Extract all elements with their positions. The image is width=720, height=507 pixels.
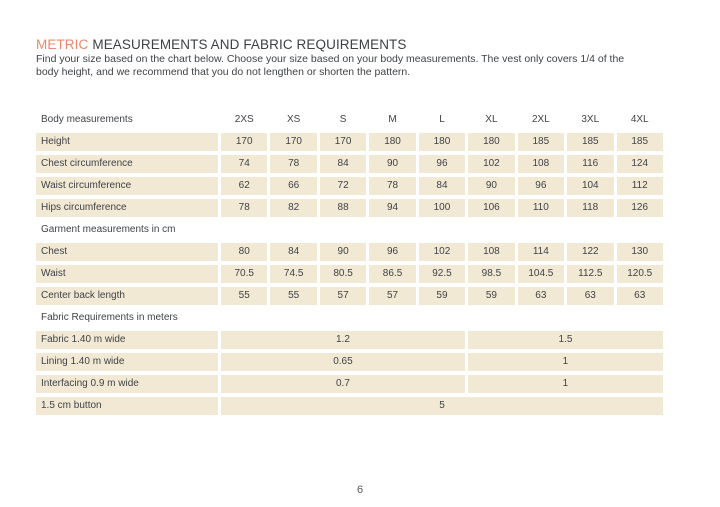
cell-value: 112.5	[567, 265, 613, 283]
cell-value: 84	[270, 243, 316, 261]
cell-value: 185	[567, 133, 613, 151]
table-row	[36, 199, 663, 217]
cell-value: 180	[468, 133, 514, 151]
merged-cell-large-sizes: 1	[468, 353, 663, 371]
cell-value: 94	[369, 199, 415, 217]
cell-value: 180	[419, 133, 465, 151]
cell-value: 102	[468, 155, 514, 173]
cell-value: 108	[468, 243, 514, 261]
cell-value: 170	[320, 133, 366, 151]
table-row	[36, 375, 663, 393]
cell-value: 74	[221, 155, 267, 173]
cell-value: 110	[518, 199, 564, 217]
cell-value: 90	[468, 177, 514, 195]
cell-value: 96	[419, 155, 465, 173]
cell-value: 185	[518, 133, 564, 151]
cell-value: 112	[617, 177, 663, 195]
cell-value: 66	[270, 177, 316, 195]
row-label: Height	[36, 133, 218, 151]
cell-value: 74.5	[270, 265, 316, 283]
table-row	[36, 353, 663, 371]
cell-value: 120.5	[617, 265, 663, 283]
cell-value: 108	[518, 155, 564, 173]
cell-value: 90	[369, 155, 415, 173]
cell-value: 88	[320, 199, 366, 217]
merged-cell-large-sizes: 1	[468, 375, 663, 393]
garment-section-label: Garment measurements in cm	[36, 221, 663, 239]
merged-cell-large-sizes: 1.5	[468, 331, 663, 349]
title-rest: MEASUREMENTS AND FABRIC REQUIREMENTS	[92, 37, 407, 52]
row-label: Waist	[36, 265, 218, 283]
table-row	[36, 265, 663, 283]
table-row	[36, 397, 663, 415]
cell-value: 98.5	[468, 265, 514, 283]
cell-value: 80	[221, 243, 267, 261]
cell-value: 78	[221, 199, 267, 217]
merged-cell-all-sizes: 5	[221, 397, 663, 415]
table-row	[36, 331, 663, 349]
intro-line-1: Find your size based on the chart below. Choose your size based on your body measurements. The vest only covers 1/4 of the	[36, 53, 625, 65]
title-highlight: METRIC	[36, 37, 89, 52]
cell-value: 96	[518, 177, 564, 195]
cell-value: 70.5	[221, 265, 267, 283]
cell-value: 124	[617, 155, 663, 173]
cell-value: 57	[320, 287, 366, 305]
cell-value: 84	[320, 155, 366, 173]
row-label: Interfacing 0.9 m wide	[36, 375, 218, 393]
cell-value: 170	[221, 133, 267, 151]
intro-paragraph	[36, 53, 676, 79]
cell-value: 118	[567, 199, 613, 217]
cell-value: 106	[468, 199, 514, 217]
cell-value: 86.5	[369, 265, 415, 283]
cell-value: 78	[369, 177, 415, 195]
cell-value: 126	[617, 199, 663, 217]
cell-value: 63	[617, 287, 663, 305]
cell-value: 114	[518, 243, 564, 261]
cell-value: 80.5	[320, 265, 366, 283]
header-label: Body measurements	[41, 114, 133, 125]
cell-value: 62	[221, 177, 267, 195]
cell-value: 180	[369, 133, 415, 151]
cell-value: 55	[221, 287, 267, 305]
cell-value: 72	[320, 177, 366, 195]
row-label: Chest	[36, 243, 218, 261]
row-label: Chest circumference	[36, 155, 218, 173]
table-row	[36, 155, 663, 173]
cell-value: 104	[567, 177, 613, 195]
cell-value: 170	[270, 133, 316, 151]
row-label: Waist circumference	[36, 177, 218, 195]
fabric-section-label: Fabric Requirements in meters	[36, 309, 663, 327]
cell-value: 63	[518, 287, 564, 305]
cell-value: 122	[567, 243, 613, 261]
size-column-header: XL	[485, 114, 498, 125]
merged-cell-small-sizes: 0.7	[221, 375, 465, 393]
size-column-header: M	[388, 114, 397, 125]
cell-value: 78	[270, 155, 316, 173]
cell-value: 116	[567, 155, 613, 173]
size-column-header: XS	[286, 114, 301, 125]
size-column-header: 2XL	[531, 114, 550, 125]
row-label: Fabric 1.40 m wide	[36, 331, 218, 349]
cell-value: 59	[419, 287, 465, 305]
cell-value: 185	[617, 133, 663, 151]
row-label: Center back length	[36, 287, 218, 305]
table-row	[36, 177, 663, 195]
table-row	[36, 243, 663, 261]
size-column-header: 3XL	[581, 114, 600, 125]
size-column-header: L	[439, 114, 445, 125]
row-label: 1.5 cm button	[36, 397, 218, 415]
cell-value: 104.5	[518, 265, 564, 283]
page-number: 6	[356, 484, 364, 496]
cell-value: 55	[270, 287, 316, 305]
size-column-header: 4XL	[630, 114, 649, 125]
table-header-row	[36, 111, 663, 128]
table-row	[36, 287, 663, 305]
row-label: Lining 1.40 m wide	[36, 353, 218, 371]
cell-value: 84	[419, 177, 465, 195]
merged-cell-small-sizes: 1.2	[221, 331, 465, 349]
cell-value: 90	[320, 243, 366, 261]
cell-value: 59	[468, 287, 514, 305]
page-title	[36, 37, 407, 52]
cell-value: 92.5	[419, 265, 465, 283]
size-column-header: S	[339, 114, 347, 125]
cell-value: 96	[369, 243, 415, 261]
cell-value: 130	[617, 243, 663, 261]
cell-value: 102	[419, 243, 465, 261]
cell-value: 63	[567, 287, 613, 305]
merged-cell-small-sizes: 0.65	[221, 353, 465, 371]
intro-line-2: body height, and we recommend that you do not lengthen or shorten the pattern.	[36, 66, 411, 78]
cell-value: 57	[369, 287, 415, 305]
cell-value: 100	[419, 199, 465, 217]
size-column-header: 2XS	[234, 114, 254, 125]
cell-value: 82	[270, 199, 316, 217]
table-row	[36, 133, 663, 151]
row-label: Hips circumference	[36, 199, 218, 217]
size-table	[36, 111, 663, 419]
